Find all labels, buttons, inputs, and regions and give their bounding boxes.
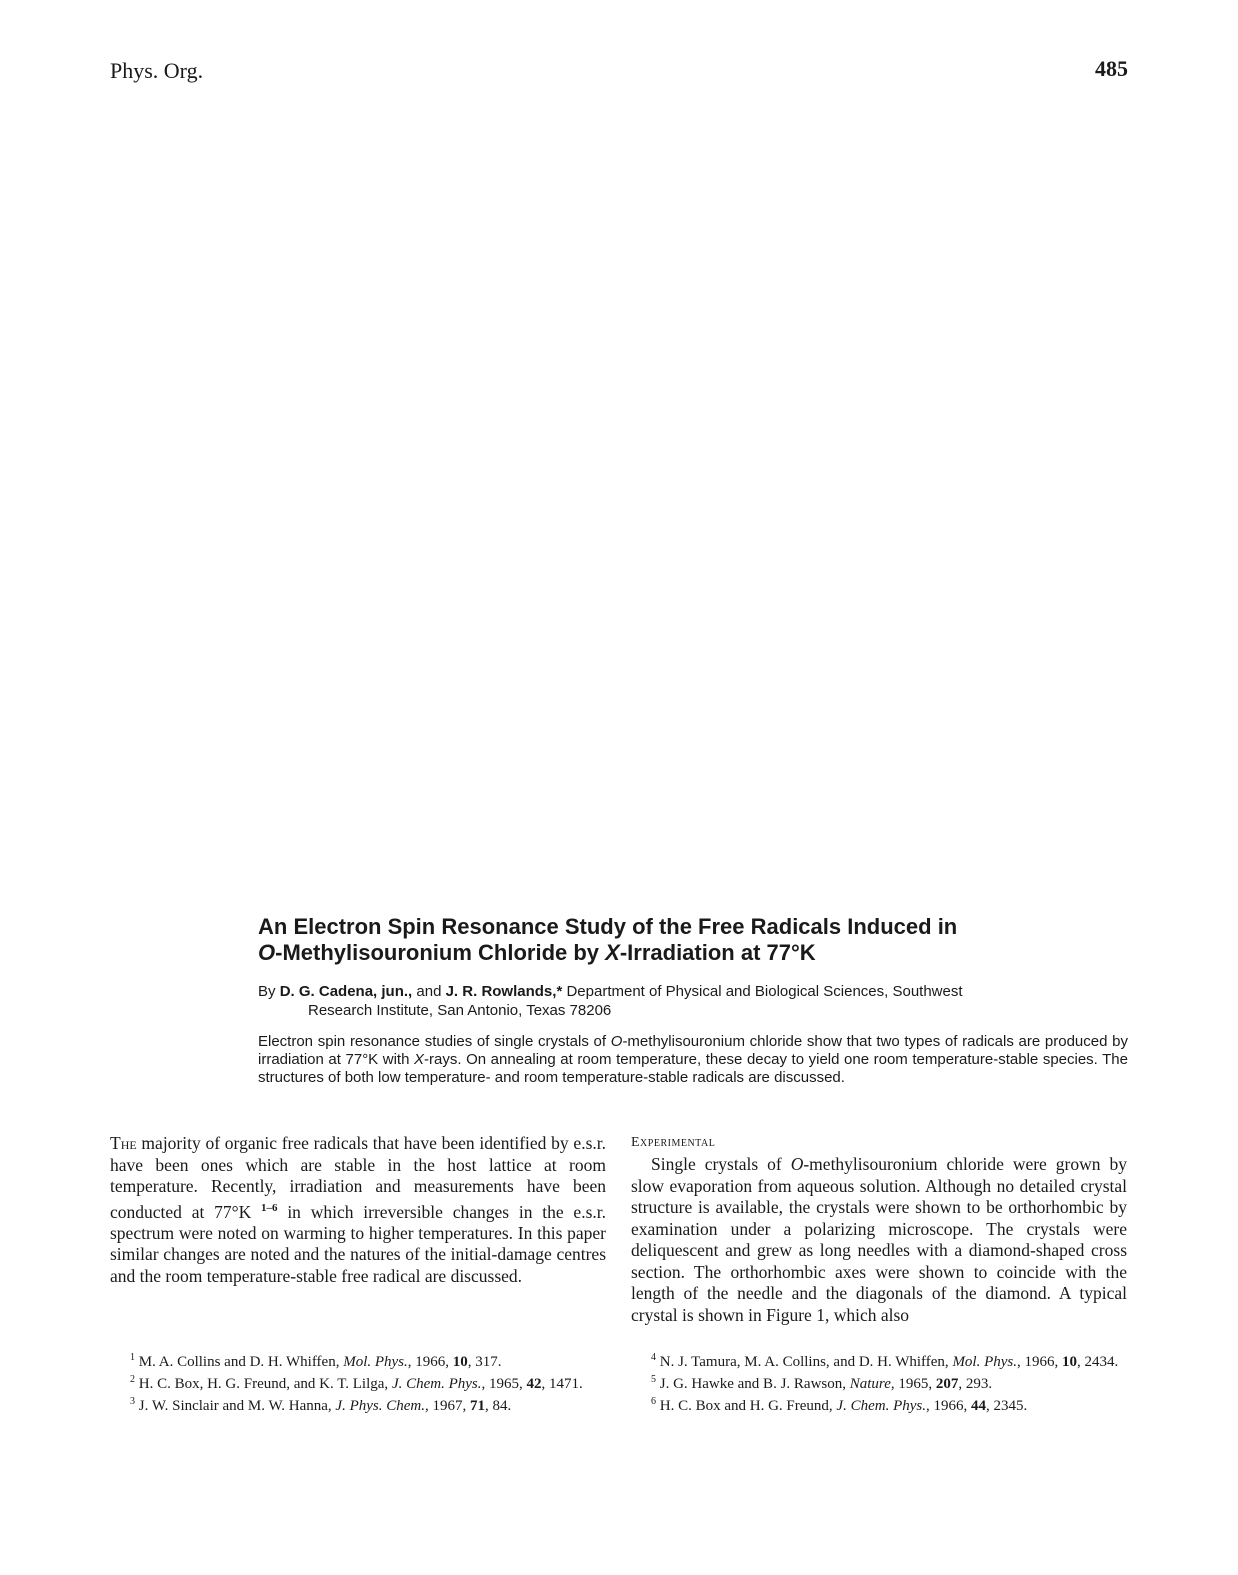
footnote-4 (631, 1349, 1127, 1371)
footnote-pages: , 1471. (541, 1376, 583, 1392)
affiliation-line-2: Research Institute, San Antonio, Texas 78206 (308, 1002, 612, 1019)
footnote-authors: M. A. Collins and D. H. Whiffen, (135, 1354, 344, 1370)
title-text-mid: -Methylisouronium Chloride by (275, 940, 606, 965)
intro-text-a: majority of organic free radicals that have been identified by e.s.r. have been ones which are stable in the host lattice at room temperature. Recently, irradiation and measurements have been conducted at 77°K (110, 1133, 606, 1222)
title-italic-o: O (258, 940, 276, 965)
affiliation-line-1: Department of Physical and Biological Sciences, Southwest (562, 983, 963, 1000)
footnote-year: , 1966, (407, 1354, 453, 1370)
abstract-text-a: Electron spin resonance studies of single crystals of (258, 1033, 611, 1050)
footnote-volume: 10 (452, 1354, 468, 1370)
running-head: Phys. Org. (110, 58, 204, 83)
footnote-6 (631, 1393, 1127, 1415)
byline-and: and (412, 983, 446, 1000)
footnote-pages: , 293. (958, 1376, 993, 1392)
footnote-journal: J. Chem. Phys. (391, 1376, 482, 1392)
footnote-1 (110, 1349, 606, 1371)
exp-italic-o: O (790, 1154, 804, 1174)
footnote-5 (631, 1371, 1127, 1393)
footnote-year: , 1966, (1017, 1354, 1063, 1370)
abstract-italic-x: X (414, 1051, 425, 1068)
footnote-authors: H. C. Box and H. G. Freund, (656, 1398, 837, 1414)
intro-reference-sup: 1–6 (261, 1201, 278, 1214)
footnote-volume: 42 (526, 1376, 542, 1392)
footnotes-right (631, 1349, 1127, 1415)
page-number: 485 (1095, 56, 1128, 81)
footnote-authors: H. C. Box, H. G. Freund, and K. T. Lilga, (135, 1376, 392, 1392)
intro-first-word: The (110, 1133, 137, 1153)
body-column-left (110, 1133, 606, 1287)
title-line-2 (258, 940, 1128, 966)
author-cadena: D. G. Cadena, jun., (279, 983, 413, 1000)
experimental-paragraph (631, 1154, 1127, 1326)
footnote-year: , 1965, (890, 1376, 936, 1392)
footnotes-left (110, 1349, 606, 1415)
footnote-volume: 10 (1062, 1354, 1078, 1370)
footnote-volume: 207 (935, 1376, 959, 1392)
title-text-end: -Irradiation at 77°K (619, 940, 816, 965)
footnote-authors: J. W. Sinclair and M. W. Hanna, (135, 1398, 336, 1414)
footnote-journal: J. Phys. Chem. (335, 1398, 425, 1414)
footnote-pages: , 2345. (985, 1398, 1028, 1414)
footnote-number: 3 (130, 1396, 135, 1407)
exp-text-a: Single crystals of (651, 1154, 791, 1174)
exp-text-b: -methylisouronium chloride were grown by slow evaporation from aqueous solution. Although no detailed crystal structure is available, the crystals were shown to be orthorhombic by examination under a polarizing microscope. The crystals were deliquescent and grew as long needles with a diamond-shaped cross section. The orthorhombic axes were shown to coincide with the length of the needle and the diagonals of the diamond. A typical crystal is shown in Figure 1, which also (631, 1154, 1127, 1325)
body-column-right (631, 1133, 1127, 1326)
abstract-text-b: -methylisouronium chloride show that two types of radicals are produced by irradiation at 77°K with (258, 1033, 1128, 1068)
footnote-authors: J. G. Hawke and B. J. Rawson, (656, 1376, 850, 1392)
footnote-number: 5 (651, 1374, 656, 1385)
abstract (258, 1033, 1128, 1087)
article-title (258, 914, 1128, 966)
footnote-3 (110, 1393, 606, 1415)
byline-by: By (258, 983, 280, 1000)
footnote-volume: 44 (970, 1398, 986, 1414)
footnote-pages: , 2434. (1077, 1354, 1119, 1370)
footnote-number: 6 (651, 1396, 656, 1407)
footnote-2 (110, 1371, 606, 1393)
experimental-heading: Experimental (631, 1135, 716, 1150)
intro-text-b: in which irreversible changes in the e.s.r. spectrum were noted on warming to higher temperatures. In this paper similar changes are noted and the natures of the initial-damage centres and the room temperature-stable free radical are discussed. (110, 1201, 606, 1286)
author-rowlands: J. R. Rowlands,* (445, 983, 563, 1000)
abstract-italic-o: O (610, 1033, 623, 1050)
title-italic-x: X (605, 940, 620, 965)
abstract-text-c: -rays. On annealing at room temperature, these decay to yield one room temperature-stable species. The structures of both low temperature- and room temperature-stable radicals are discussed. (258, 1051, 1128, 1086)
footnote-number: 4 (651, 1352, 656, 1363)
footnote-year: , 1967, (424, 1398, 470, 1414)
footnote-number: 2 (130, 1374, 135, 1385)
footnote-volume: 71 (469, 1398, 485, 1414)
footnote-journal: Mol. Phys. (952, 1354, 1018, 1370)
footnote-journal: Nature (849, 1376, 891, 1392)
title-line-1: An Electron Spin Resonance Study of the Free Radicals Induced in (258, 914, 958, 939)
footnote-journal: J. Chem. Phys. (836, 1398, 926, 1414)
footnote-year: , 1965, (481, 1376, 527, 1392)
footnote-year: , 1966, (925, 1398, 971, 1414)
footnote-number: 1 (130, 1352, 135, 1363)
footnote-authors: N. J. Tamura, M. A. Collins, and D. H. Whiffen, (656, 1354, 953, 1370)
footnote-pages: , 84. (484, 1398, 512, 1414)
byline (258, 982, 1128, 1020)
footnote-pages: , 317. (467, 1354, 502, 1370)
footnote-journal: Mol. Phys. (343, 1354, 408, 1370)
intro-paragraph (110, 1133, 606, 1287)
